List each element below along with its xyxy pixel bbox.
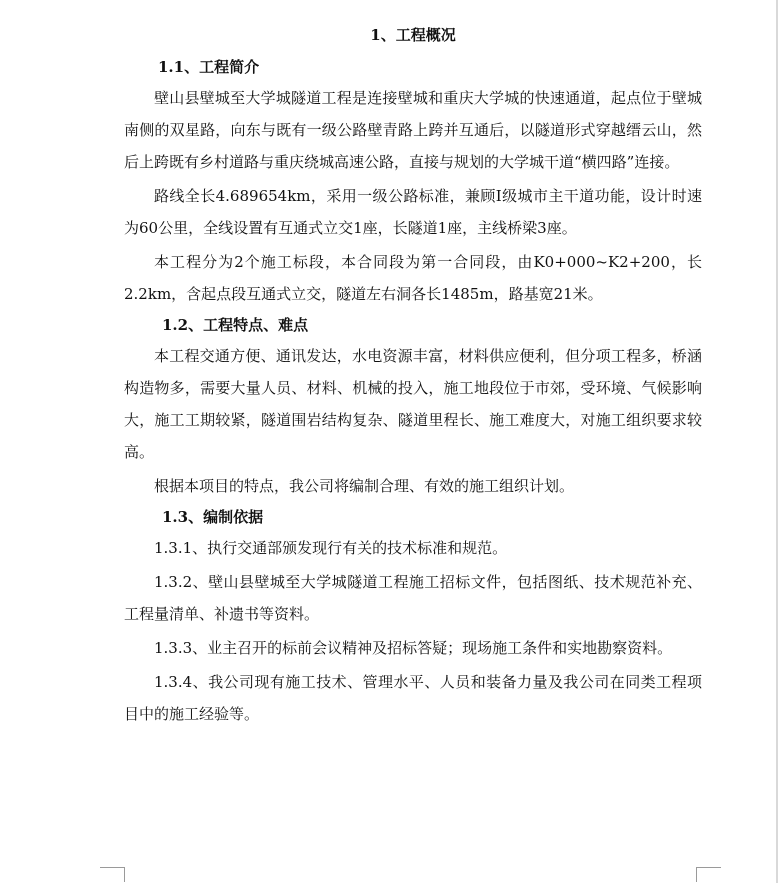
document-title: 1、工程概况 — [370, 26, 456, 44]
paragraph: 1.3.2、壁山县壁城至大学城隧道工程施工招标文件，包括图纸、技术规范补充、工程量清单、补遗书等资料。 — [124, 573, 702, 623]
paragraph: 本工程交通方便、通讯发达，水电资源丰富，材料供应便利，但分项工程多，桥涵构造物多，需要大量人员、材料、机械的投入，施工地段位于市郊，受环境、气候影响大，施工工期较紧，隧道围岩结构复杂、隧道里程长、施工难度大，对施工组织要求较高。 — [124, 347, 702, 461]
section-heading-1-1: 1.1、工程简介 — [158, 58, 260, 76]
paragraph: 本工程分为2个施工标段，本合同段为第一合同段，由K0+000~K2+200，长2.2km，含起点段互通式立交，隧道左右洞各长1485m，路基宽21米。 — [124, 253, 702, 303]
paragraph: 1.3.4、我公司现有施工技术、管理水平、人员和装备力量及我公司在同类工程项目中的施工经验等。 — [124, 673, 702, 723]
page-corner-mark-left — [100, 867, 125, 882]
paragraph: 路线全长4.689654km，采用一级公路标准，兼顾I级城市主干道功能，设计时速为60公里，全线设置有互通式立交1座，长隧道1座，主线桥梁3座。 — [124, 187, 702, 237]
paragraph: 1.3.1、执行交通部颁发现行有关的技术标准和规范。 — [154, 539, 508, 557]
document-page — [124, 20, 702, 730]
paragraph: 1.3.3、业主召开的标前会议精神及招标答疑；现场施工条件和实地勘察资料。 — [154, 639, 673, 657]
paragraph: 根据本项目的特点，我公司将编制合理、有效的施工组织计划。 — [154, 477, 575, 495]
section-heading-1-2: 1.2、工程特点、难点 — [162, 316, 309, 334]
paragraph: 壁山县壁城至大学城隧道工程是连接壁城和重庆大学城的快速通道，起点位于壁城南侧的双星路，向东与既有一级公路壁青路上跨并互通后，以隧道形式穿越缙云山，然后上跨既有乡村道路与重庆绕城高速公路，直接与规划的大学城干道“横四路”连接。 — [124, 89, 702, 171]
section-heading-1-3: 1.3、编制依据 — [162, 508, 264, 526]
page-corner-mark-right — [696, 867, 721, 882]
